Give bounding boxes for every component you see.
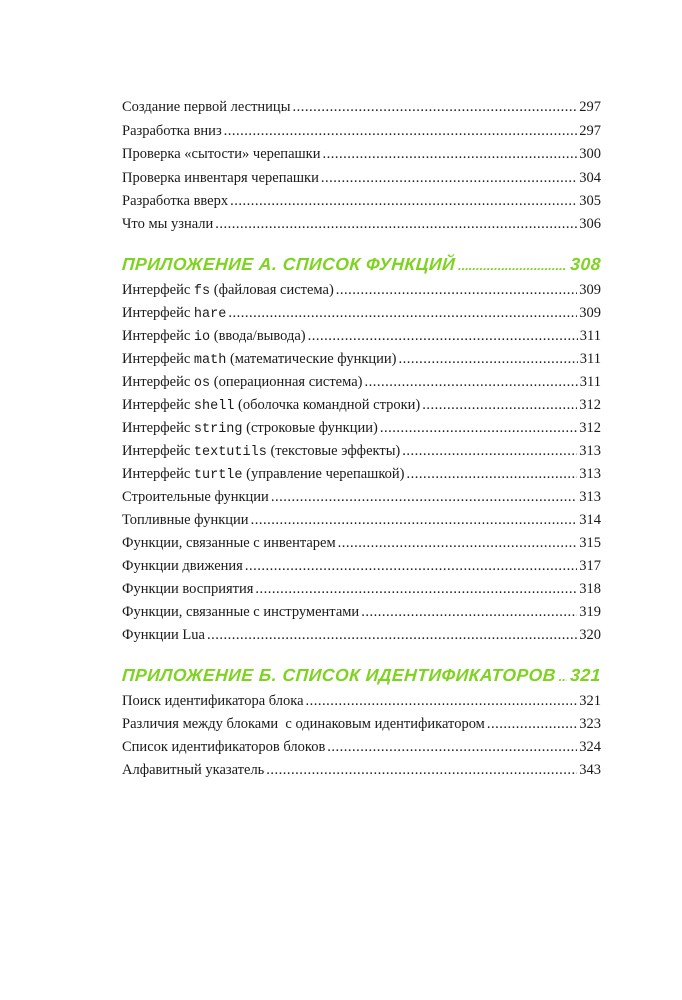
dot-leader	[380, 418, 577, 438]
toc-entry-title: Проверка инвентаря черепашки	[122, 170, 319, 186]
toc-entry-title: Функции Lua	[122, 627, 205, 643]
toc-entry-title: Функции, связанные с инструментами	[122, 604, 360, 620]
toc-entry-title: Интерфейс math (математические функции)	[122, 351, 397, 368]
appendix-b-title: ПРИЛОЖЕНИЕ Б. СПИСОК ИДЕНТИФИКАТОРОВ	[121, 665, 557, 685]
toc-entry[interactable]	[122, 121, 601, 141]
toc-entry-page: 323	[579, 716, 601, 732]
dot-leader	[338, 533, 578, 553]
code-name: turtle	[193, 468, 243, 483]
dot-leader	[321, 168, 577, 188]
toc-entry-page: 304	[579, 170, 601, 186]
toc-entry[interactable]	[122, 691, 601, 711]
toc-entry[interactable]	[122, 602, 601, 622]
toc-entry[interactable]	[122, 168, 601, 188]
dot-leader	[457, 253, 568, 279]
toc-entry-title: Интерфейс turtle (управление черепашкой)	[122, 466, 405, 483]
toc-entry-title: Интерфейс io (ввода/вывода)	[122, 328, 306, 345]
toc-entry[interactable]	[122, 97, 601, 117]
toc-entry[interactable]	[122, 214, 601, 234]
toc-entry[interactable]	[122, 303, 601, 323]
toc-entry[interactable]	[122, 760, 601, 780]
toc-entry-title: Интерфейс string (строковые функции)	[122, 420, 378, 437]
dot-leader	[228, 303, 577, 323]
code-name: shell	[193, 399, 235, 414]
code-name: fs	[193, 284, 211, 299]
toc-entry-page: 313	[579, 489, 601, 505]
toc-entry[interactable]	[122, 625, 601, 645]
toc-entry-title: Разработка вверх	[122, 193, 229, 209]
appendix-a-page: 308	[569, 254, 602, 274]
toc-entry-page: 309	[579, 305, 601, 321]
toc-entry-title: Топливные функции	[122, 512, 249, 528]
dot-leader	[245, 556, 577, 576]
toc-entry-page: 321	[579, 693, 601, 709]
toc-entry-page: 312	[579, 420, 601, 436]
toc-entry[interactable]	[122, 191, 601, 211]
toc-entry[interactable]	[122, 487, 601, 507]
dot-leader	[271, 487, 577, 507]
toc-entry-page: 300	[579, 146, 601, 162]
dot-leader	[224, 121, 578, 141]
toc-entry-title: Функции движения	[122, 558, 243, 574]
toc-entry-page: 320	[579, 627, 601, 643]
dot-leader	[308, 326, 578, 346]
code-name: os	[193, 376, 211, 391]
toc-entry-title: Создание первой лестницы	[122, 99, 291, 115]
toc-entry-page: 311	[579, 374, 601, 390]
toc-entry-title: Интерфейс hare	[122, 305, 227, 322]
toc-entry[interactable]	[122, 372, 601, 392]
dot-leader	[255, 579, 577, 599]
appendix-a-title: ПРИЛОЖЕНИЕ А. СПИСОК ФУНКЦИЙ	[121, 254, 456, 274]
toc-entry-page: 312	[579, 397, 601, 413]
toc-entry-page: 314	[579, 512, 601, 528]
toc-entry[interactable]	[122, 533, 601, 553]
code-name: hare	[193, 307, 227, 322]
toc-entry-title: Что мы узнали	[122, 216, 214, 232]
toc-entry-title: Интерфейс textutils (текстовые эффекты)	[122, 443, 401, 460]
toc-entry-title: Поиск идентификатора блока	[122, 693, 304, 709]
code-name: string	[193, 422, 243, 437]
toc-entry[interactable]	[122, 579, 601, 599]
toc-entry-page: 318	[579, 581, 601, 597]
toc-entry-title: Алфавитный указатель	[122, 762, 265, 778]
toc-entry-title: Проверка «сытости» черепашки	[122, 146, 321, 162]
toc-entry[interactable]	[122, 714, 601, 734]
dot-leader	[306, 691, 578, 711]
toc-entry-page: 319	[579, 604, 601, 620]
toc-entry-title: Интерфейс shell (оболочка командной строки)	[122, 397, 421, 414]
dot-leader	[558, 664, 568, 690]
toc-entry-page: 317	[579, 558, 601, 574]
dot-leader	[361, 602, 577, 622]
toc-entry-title: Разработка вниз	[122, 123, 222, 139]
dot-leader	[399, 349, 578, 369]
dot-leader	[207, 625, 577, 645]
toc-entry-page: 297	[579, 123, 601, 139]
toc-entry[interactable]	[122, 441, 601, 461]
toc-entry[interactable]	[122, 395, 601, 415]
dot-leader	[266, 760, 577, 780]
toc-entry-page: 309	[579, 282, 601, 298]
appendix-b-page: 321	[569, 665, 602, 685]
toc-entry[interactable]	[122, 556, 601, 576]
dot-leader	[336, 280, 577, 300]
toc-entry[interactable]	[122, 280, 601, 300]
code-name: io	[193, 330, 211, 345]
toc-entry-title: Функции восприятия	[122, 581, 254, 597]
toc-entry-page: 315	[579, 535, 601, 551]
toc-entry-page: 343	[579, 762, 601, 778]
dot-leader	[327, 737, 577, 757]
toc-entry[interactable]	[122, 737, 601, 757]
dot-leader	[230, 191, 577, 211]
dot-leader	[322, 144, 577, 164]
toc-entry-page: 313	[579, 443, 601, 459]
toc-entry[interactable]	[122, 349, 601, 369]
toc-entry[interactable]	[122, 418, 601, 438]
appendix-b-heading[interactable]	[121, 662, 602, 688]
toc-entry-title: Строительные функции	[122, 489, 269, 505]
toc-entry-page: 324	[579, 739, 601, 755]
toc-entry-page: 306	[579, 216, 601, 232]
toc-entry-page: 305	[579, 193, 601, 209]
dot-leader	[251, 510, 578, 530]
toc-entry-title: Интерфейс os (операционная система)	[122, 374, 363, 391]
toc-entry-page: 311	[579, 351, 601, 367]
dot-leader	[364, 372, 577, 392]
dot-leader	[487, 714, 577, 734]
toc-entry[interactable]	[122, 464, 601, 484]
toc-entry-title: Различия между блоками с одинаковым идентификатором	[122, 716, 485, 732]
code-name: textutils	[193, 445, 267, 460]
dot-leader	[215, 214, 577, 234]
toc-entry-page: 313	[579, 466, 601, 482]
dot-leader	[402, 441, 577, 461]
dot-leader	[292, 97, 577, 117]
dot-leader	[407, 464, 578, 484]
toc-entry[interactable]	[122, 326, 601, 346]
toc-entry-page: 297	[579, 99, 601, 115]
appendix-a-heading[interactable]	[121, 251, 602, 277]
dot-leader	[422, 395, 577, 415]
toc-entry[interactable]	[122, 510, 601, 530]
toc-entry-title: Список идентификаторов блоков	[122, 739, 326, 755]
toc-entry-page: 311	[579, 328, 601, 344]
toc-entry-title: Функции, связанные с инвентарем	[122, 535, 336, 551]
code-name: math	[193, 353, 227, 368]
toc-entry[interactable]	[122, 144, 601, 164]
toc-entry-title: Интерфейс fs (файловая система)	[122, 282, 334, 299]
